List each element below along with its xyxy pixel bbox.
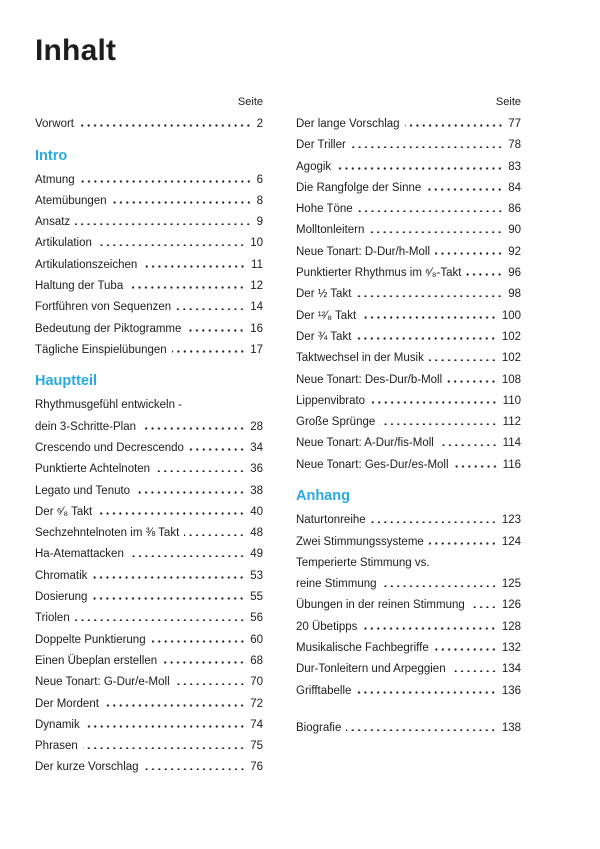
toc-entry-label: Triolen xyxy=(35,612,70,625)
toc-entry xyxy=(35,463,263,477)
dot-leader xyxy=(97,244,245,247)
dot-leader xyxy=(85,725,245,728)
dot-leader xyxy=(97,512,245,515)
dot-leader xyxy=(380,423,497,426)
dot-leader xyxy=(129,555,245,558)
dot-leader xyxy=(434,648,497,651)
toc-entry xyxy=(35,698,263,712)
page-number: 83 xyxy=(508,160,521,173)
toc-entry-label: Neue Tonart: G-Dur/e-Moll xyxy=(35,676,170,689)
toc-column-left xyxy=(35,96,263,783)
toc-entry-label: Ha-Atemattacken xyxy=(35,548,124,561)
toc-entry xyxy=(296,599,521,613)
toc-entry xyxy=(296,224,521,238)
page-number: 76 xyxy=(250,761,263,774)
toc-entry xyxy=(296,642,521,656)
page-number: 128 xyxy=(501,620,521,633)
toc-entry xyxy=(35,118,263,132)
dot-leader xyxy=(346,729,496,732)
page-number: 60 xyxy=(250,633,263,646)
toc-entry xyxy=(35,591,263,605)
dot-leader xyxy=(128,286,245,289)
toc-entry xyxy=(296,663,521,677)
page-number: 72 xyxy=(250,697,263,710)
toc-entry xyxy=(35,655,263,669)
toc-entry-label: Artikulationszeichen xyxy=(35,258,138,271)
toc-entry xyxy=(296,536,521,550)
toc-entry-label: Grifftabelle xyxy=(296,684,352,697)
toc-entry-label: Der ¹²⁄₈ Takt xyxy=(296,309,357,322)
dot-leader xyxy=(175,683,246,686)
toc-entry xyxy=(35,761,263,775)
page-number: 2 xyxy=(256,118,263,130)
dot-leader xyxy=(155,470,245,473)
dot-leader xyxy=(135,491,245,494)
toc-entry-line2 xyxy=(296,578,521,592)
dot-leader xyxy=(358,210,504,213)
page-number: 68 xyxy=(250,654,263,667)
toc-entry-label: dein 3-Schritte-Plan xyxy=(35,420,136,433)
toc-entry-label: Phrasen xyxy=(35,740,78,753)
dot-leader xyxy=(80,180,252,183)
toc-entry xyxy=(296,246,521,260)
dot-leader xyxy=(141,427,245,430)
toc-entry xyxy=(296,437,521,451)
page-number: 6 xyxy=(256,173,263,186)
column-header-seite-right: Seite xyxy=(495,96,521,108)
page-number: 49 xyxy=(250,548,263,561)
page-number: 8 xyxy=(256,194,263,207)
toc-entry-label: Große Sprünge xyxy=(296,416,376,429)
dot-leader xyxy=(351,146,503,149)
toc-entry-label: Ansatz xyxy=(35,216,71,229)
page-number: 28 xyxy=(250,420,263,433)
page-number: 75 xyxy=(250,740,263,753)
column-header-seite-left: Seite xyxy=(237,96,263,108)
dot-leader xyxy=(184,534,245,537)
page-number: 124 xyxy=(501,535,521,548)
toc-entry-label: Zwei Stimmungssysteme xyxy=(296,535,424,548)
dot-leader xyxy=(382,585,497,588)
toc-entry-label: Atmung xyxy=(35,173,75,186)
section-heading: Intro xyxy=(35,147,68,164)
toc-entry-label: Artikulation xyxy=(35,237,92,250)
toc-entry-label: Fortführen von Sequenzen xyxy=(35,301,172,314)
toc-entry-label: Die Rangfolge der Sinne xyxy=(296,181,422,194)
toc-entry-label: Agogik xyxy=(296,160,332,173)
toc-entry-label: Punktierter Rhythmus im ⁶⁄₈-Takt xyxy=(296,267,462,280)
dot-leader xyxy=(104,704,245,707)
section-heading: Hauptteil xyxy=(35,373,98,390)
toc-entry xyxy=(296,514,521,528)
toc-entry xyxy=(35,344,263,358)
toc-entry-label: Vorwort xyxy=(35,118,74,130)
dot-leader xyxy=(369,231,503,234)
toc-entry xyxy=(296,310,521,324)
toc-entry xyxy=(35,548,263,562)
dot-leader xyxy=(429,542,497,545)
toc-entry-label: Sechzehntelnoten im ⅜ Takt xyxy=(35,527,180,540)
toc-entry-label: Übungen in der reinen Stimmung xyxy=(296,599,465,612)
toc-entry xyxy=(296,416,521,430)
dot-leader xyxy=(429,359,497,362)
dot-leader xyxy=(83,747,245,750)
toc-entry xyxy=(296,331,521,345)
toc-entry-label: Neue Tonart: A-Dur/fis-Moll xyxy=(296,437,434,450)
page-number: 112 xyxy=(502,416,521,429)
dot-leader xyxy=(356,295,503,298)
page-number: 38 xyxy=(250,484,263,497)
page-number: 90 xyxy=(508,224,521,237)
toc-entry xyxy=(35,280,263,294)
toc-entry-label: Musikalische Fachbegriffe xyxy=(296,642,429,655)
toc-entry-label: Dur-Tonleitern und Arpeggien xyxy=(296,663,446,676)
page-number: 100 xyxy=(501,309,521,322)
page-number: 14 xyxy=(250,301,263,314)
dot-leader xyxy=(356,337,496,340)
toc-entry xyxy=(296,352,521,366)
toc-entry-label: Temperierte Stimmung vs. xyxy=(296,556,430,569)
page-number: 74 xyxy=(250,718,263,731)
toc-entry xyxy=(35,485,263,499)
page-number: 96 xyxy=(508,267,521,280)
page-number: 17 xyxy=(250,343,263,356)
page-number: 102 xyxy=(501,352,521,365)
page-number: 55 xyxy=(250,591,263,604)
toc-entry-label: Taktwechsel in der Musik xyxy=(296,352,424,365)
toc-entry-label: Biografie xyxy=(296,722,342,735)
toc-entry-label: Rhythmusgefühl entwickeln - xyxy=(35,399,183,412)
dot-leader xyxy=(454,465,498,468)
dot-leader xyxy=(172,350,245,353)
page-number: 48 xyxy=(250,527,263,540)
toc-entry xyxy=(35,506,263,520)
toc-entry xyxy=(296,267,521,281)
page-number: 10 xyxy=(250,237,263,250)
dot-leader xyxy=(466,273,503,276)
toc-entry-label: Naturtonreihe xyxy=(296,514,366,527)
toc-entry xyxy=(296,118,521,132)
dot-leader xyxy=(336,167,503,170)
page-number: 36 xyxy=(250,463,263,476)
page-number: 77 xyxy=(508,118,521,130)
toc-section xyxy=(296,722,521,736)
toc-entry-label: reine Stimmung xyxy=(296,578,377,591)
dot-leader xyxy=(151,640,246,643)
toc-entry-label: Neue Tonart: Des-Dur/b-Moll xyxy=(296,373,443,386)
dot-leader xyxy=(79,124,252,127)
page-number: 34 xyxy=(250,441,263,454)
page-number: 102 xyxy=(501,330,521,343)
toc-entry-label: Dosierung xyxy=(35,591,88,604)
toc-section xyxy=(35,148,263,358)
dot-leader xyxy=(186,329,245,332)
toc-entry xyxy=(296,722,521,736)
toc-entry xyxy=(296,685,521,699)
dot-leader xyxy=(371,521,497,524)
dot-leader xyxy=(356,691,496,694)
dot-leader xyxy=(405,124,504,127)
section-heading: Anhang xyxy=(296,488,350,505)
toc-entry-label: Der kurze Vorschlag xyxy=(35,761,139,774)
toc-entry-label: 20 Übetipps xyxy=(296,620,358,633)
toc-entry xyxy=(296,395,521,409)
toc-entry-line2 xyxy=(35,421,263,435)
toc-entry xyxy=(35,301,263,315)
toc-entry-label: Punktierte Achtelnoten xyxy=(35,463,151,476)
toc-entry-label: Neue Tonart: D-Dur/h-Moll xyxy=(296,245,431,258)
toc-entry xyxy=(296,621,521,635)
page-number: 84 xyxy=(508,181,521,194)
toc-entry xyxy=(35,442,263,456)
toc-entry-label: Der Mordent xyxy=(35,697,99,710)
toc-entry xyxy=(296,139,521,153)
toc-entry xyxy=(296,161,521,175)
page-number: 40 xyxy=(250,505,263,518)
toc-section xyxy=(296,488,521,698)
page-number: 126 xyxy=(501,599,521,612)
dot-leader xyxy=(92,597,245,600)
dot-leader xyxy=(112,201,252,204)
toc-entry xyxy=(35,527,263,541)
toc-entry-label: Hohe Töne xyxy=(296,203,353,216)
toc-entry-label: Der ½ Takt xyxy=(296,288,352,301)
page-number: 116 xyxy=(502,458,521,471)
page-number: 78 xyxy=(508,139,521,152)
page-number: 125 xyxy=(501,578,521,591)
toc-entry xyxy=(35,634,263,648)
toc-entry xyxy=(35,719,263,733)
page-number: 16 xyxy=(250,322,263,335)
toc-section xyxy=(35,373,263,775)
dot-leader xyxy=(189,448,245,451)
toc-entry xyxy=(35,612,263,626)
toc-entry xyxy=(35,195,263,209)
toc-entry-label: Molltonleitern xyxy=(296,224,365,237)
dot-leader xyxy=(75,619,245,622)
toc-entry xyxy=(35,174,263,188)
toc-blocks-left xyxy=(35,118,263,775)
page-number: 70 xyxy=(250,676,263,689)
page-number: 136 xyxy=(501,684,521,697)
page-number: 110 xyxy=(502,394,521,407)
dot-leader xyxy=(362,627,496,630)
toc-entry xyxy=(35,237,263,251)
toc-entry-label: Neue Tonart: Ges-Dur/es-Moll xyxy=(296,458,449,471)
dot-leader xyxy=(470,606,497,609)
page-number: 114 xyxy=(502,437,521,450)
toc-entry xyxy=(296,288,521,302)
toc-entry-label: Der ⁶⁄₈ Takt xyxy=(35,505,93,518)
dot-leader xyxy=(426,188,503,191)
toc-entry-label: Crescendo und Decrescendo xyxy=(35,441,184,454)
toc-section xyxy=(35,118,263,132)
toc-entry-label: Der Triller xyxy=(296,139,346,152)
toc-entry xyxy=(35,570,263,584)
toc-entry xyxy=(296,182,521,196)
page-number: 123 xyxy=(501,514,521,527)
dot-leader xyxy=(176,308,245,311)
page-number: 108 xyxy=(501,373,521,386)
page-number: 98 xyxy=(508,288,521,301)
toc-entry xyxy=(35,676,263,690)
dot-leader xyxy=(435,252,503,255)
toc-blocks-right xyxy=(296,118,521,736)
page-number: 92 xyxy=(508,245,521,258)
toc-column-right xyxy=(296,96,521,743)
toc-entry xyxy=(296,459,521,473)
toc-entry-label: Legato und Tenuto xyxy=(35,484,131,497)
page-title: Inhalt xyxy=(35,34,117,67)
toc-entry-label: Der ¾ Takt xyxy=(296,330,352,343)
page-number: 12 xyxy=(250,279,263,292)
dot-leader xyxy=(439,444,498,447)
toc-entry xyxy=(35,399,263,413)
toc-entry xyxy=(35,259,263,273)
toc-entry xyxy=(35,323,263,337)
dot-leader xyxy=(162,661,245,664)
toc-entry xyxy=(35,740,263,754)
dot-leader xyxy=(75,223,251,226)
toc-entry-label: Doppelte Punktierung xyxy=(35,633,146,646)
toc-entry-label: Tägliche Einspielübungen xyxy=(35,343,167,356)
page-number: 53 xyxy=(250,569,263,582)
page-number: 9 xyxy=(256,216,263,229)
page-number: 134 xyxy=(501,663,521,676)
toc-entry-label: Dynamik xyxy=(35,718,80,731)
toc-entry xyxy=(296,203,521,217)
toc-entry xyxy=(296,374,521,388)
toc-entry xyxy=(35,216,263,230)
toc-entry-label: Lippenvibrato xyxy=(296,394,366,407)
toc-section xyxy=(296,118,521,472)
page-number: 56 xyxy=(250,612,263,625)
page-number: 86 xyxy=(508,203,521,216)
dot-leader xyxy=(370,401,498,404)
toc-entry-label: Der lange Vorschlag xyxy=(296,118,400,130)
page-number: 11 xyxy=(251,258,263,271)
toc-entry-label: Haltung der Tuba xyxy=(35,279,124,292)
toc-entry-label: Bedeutung der Piktogramme xyxy=(35,322,182,335)
toc-entry-label: Einen Übeplan erstellen xyxy=(35,654,158,667)
dot-leader xyxy=(361,316,497,319)
toc-entry-label: Chromatik xyxy=(35,569,88,582)
dot-leader xyxy=(92,576,245,579)
toc-entry xyxy=(296,557,521,571)
toc-entry-label: Atemübungen xyxy=(35,194,107,207)
page-number: 138 xyxy=(501,722,521,735)
dot-leader xyxy=(451,670,497,673)
page-number: 132 xyxy=(501,642,521,655)
dot-leader xyxy=(144,768,246,771)
dot-leader xyxy=(142,265,246,268)
dot-leader xyxy=(447,380,497,383)
